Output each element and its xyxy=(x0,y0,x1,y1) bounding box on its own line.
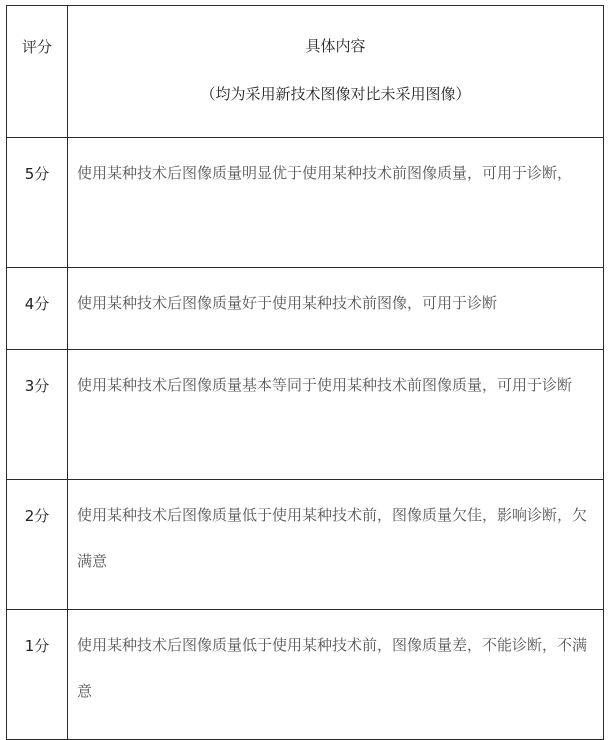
scoring-table xyxy=(6,5,604,740)
score-header-label: 评分 xyxy=(21,38,52,56)
description-cell: 使用某种技术后图像质量明显优于使用某种技术前图像质量，可用于诊断， xyxy=(68,138,604,268)
content-header-note: （均为采用新技术图像对比未采用图像） xyxy=(200,85,471,103)
description-cell: 使用某种技术后图像质量低于使用某种技术前，图像质量欠佳，影响诊断，欠满意 xyxy=(68,480,604,610)
score-column-header xyxy=(7,6,68,138)
score-value: 1分 xyxy=(24,637,50,655)
table-header-row xyxy=(7,6,604,138)
content-column-header xyxy=(68,6,604,138)
table-row xyxy=(7,480,604,610)
score-cell xyxy=(7,350,68,480)
score-cell xyxy=(7,268,68,350)
table-row xyxy=(7,138,604,268)
score-cell xyxy=(7,480,68,610)
table-row xyxy=(7,350,604,480)
table-row xyxy=(7,610,604,740)
description-cell: 使用某种技术后图像质量好于使用某种技术前图像，可用于诊断 xyxy=(68,268,604,350)
content-header-title: 具体内容 xyxy=(305,37,366,55)
score-value: 3分 xyxy=(24,377,50,395)
score-value: 5分 xyxy=(24,165,50,183)
table-row xyxy=(7,268,604,350)
score-value: 2分 xyxy=(24,507,50,525)
description-cell: 使用某种技术后图像质量低于使用某种技术前，图像质量差，不能诊断，不满意 xyxy=(68,610,604,740)
description-cell: 使用某种技术后图像质量基本等同于使用某种技术前图像质量，可用于诊断 xyxy=(68,350,604,480)
score-cell xyxy=(7,610,68,740)
score-cell xyxy=(7,138,68,268)
score-value: 4分 xyxy=(24,295,50,313)
